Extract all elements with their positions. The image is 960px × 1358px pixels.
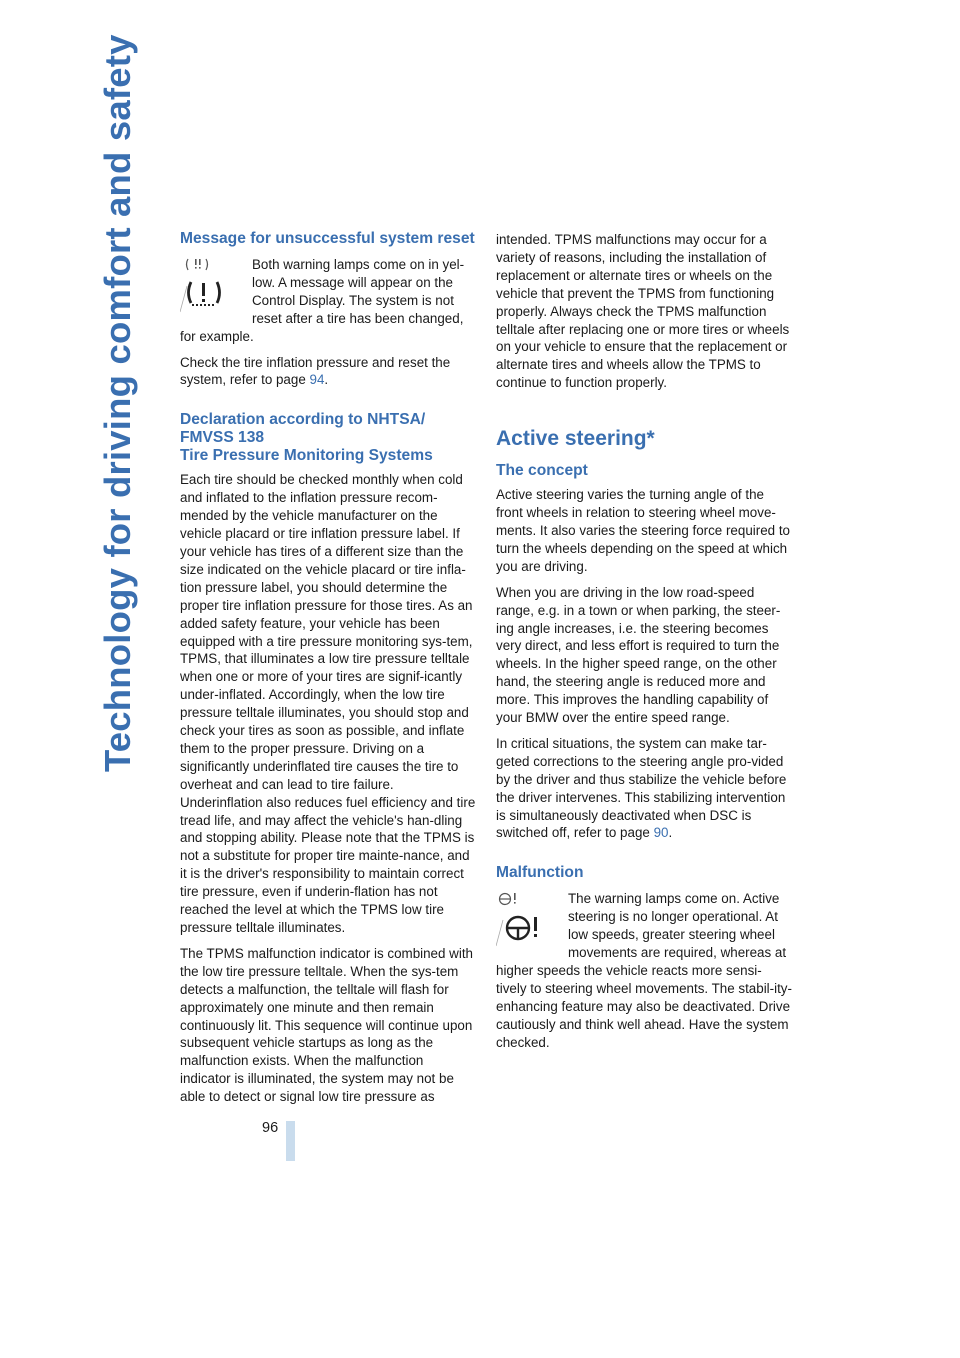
paragraph-malfunction: The warning lamps come on. Active steering is no longer operational. At low speeds, greater steering wheel movements are required, whereas at higher speeds the vehicle reacts more sensi-tively to steering wheel movements. The stabil-ity-enhancing feature may also be deactivated. Drive cautiously and think well ahead. Have the system checked. (496, 891, 792, 1050)
paragraph-tpms-malfunction: The TPMS malfunction indicator is combined with the low tire pressure telltale. When the sys-tem detects a malfunction, the telltale will flash for approximately one minute and then remain continuously lit. This sequence will continue upon subsequent vehicle startups as long as the malfunction exists. When the malfunction indicator is illuminated, the system may not be able to detect or signal low tire pressure as (180, 945, 473, 1105)
steering-warning-icon (496, 890, 558, 960)
heading-nhtsa-declaration: Declaration according to NHTSA/ FMVSS 138 (180, 411, 426, 447)
heading-unsuccessful-reset: Message for unsuccessful system reset (180, 230, 475, 247)
heading-the-concept: The concept (496, 462, 588, 480)
page-number: 96 (262, 1120, 279, 1136)
page-link-90[interactable]: 90 (653, 825, 669, 841)
heading-tpms: Tire Pressure Monitoring Systems (180, 447, 433, 465)
heading-malfunction: Malfunction (496, 864, 584, 882)
right-column (496, 230, 792, 1060)
paragraph-tpms-declaration: Each tire should be checked monthly when cold and inflated to the inflation pressure recom-mended by the vehicle manufacturer on the vehicle placard or tire inflation pressure label. If your vehicle has tires of a different size than the size indicated on the vehicle placard or tire infla-tion pressure label, you should determine the proper tire inflation pressure for those tires. As an added safety feature, your vehicle has been equipped with a tire pressure monitoring sys-tem, TPMS, that illuminates a low tire pressure telltale when one or more of your tires are signif-icantly under-inflated. Accordingly, when the low tire pressure telltale illuminates, you should stop and check your tires as soon as possible, and inflate them to the proper pressure. Driving on a significantly underinflated tire causes the tire to overheat and can lead to tire failure. Underinflation also reduces fuel efficiency and tire tread life, and may affect the vehicle's han-dling and stopping ability. Please note that the TPMS is not a substitute for proper tire mainte-nance, and it is the driver's responsibility to maintain correct tire pressure, even if underin-flation has not reached the level at which the TPMS low tire pressure telltale illuminates. (180, 472, 476, 935)
paragraph-reset-message: Both warning lamps come on in yel-low. A message will appear on the Control Display. The system is not reset after a tire has been changed, for example. (180, 257, 465, 344)
tire-pressure-warning-icon (180, 256, 242, 326)
heading-active-steering: Active steering* (496, 427, 655, 451)
paragraph-check-pressure: Check the tire inflation pressure and reset the system, refer to page 94. (180, 354, 451, 388)
left-column (180, 230, 476, 1114)
paragraph-concept: Active steering varies the turning angle of the front wheels in relation to steering wheel move-ments. It also varies the steering force required to turn the wheels depending on the speed at which you are driving. (496, 487, 790, 574)
paragraph-tpms-continued: intended. TPMS malfunctions may occur for a variety of reasons, including the installation of replacement or alternate tires or wheels on the vehicle that prevent the TPMS from functioning properly. Always check the TPMS malfunction telltale after replacing one or more tires or wheels on your vehicle to ensure that the replacement or alternate tires and wheels allow the TPMS to continue to function properly. (496, 232, 790, 391)
paragraph-low-speed: When you are driving in the low road-speed range, e.g. in a town or when parking, the steer-ing angle increases, i.e. the steering becomes very direct, and less effort is required to turn the wheels. In the higher speed range, on the other hand, the steering angle is reduced more and more. This improves the handling capability of your BMW over the entire speed range. (496, 584, 781, 726)
paragraph-critical-situations: In critical situations, the system can make tar-geted corrections to the steering angle pro-vided by the driver and thus stabilize the vehicle before the driver intervenes. This stabilizing intervention is simultaneously deactivated when DSC is switched off, refer to page 90. (496, 735, 787, 841)
page-number-bar (286, 1121, 295, 1161)
chapter-side-title: Technology for driving comfort and safety (97, 34, 138, 772)
page-link-94[interactable]: 94 (309, 372, 325, 388)
